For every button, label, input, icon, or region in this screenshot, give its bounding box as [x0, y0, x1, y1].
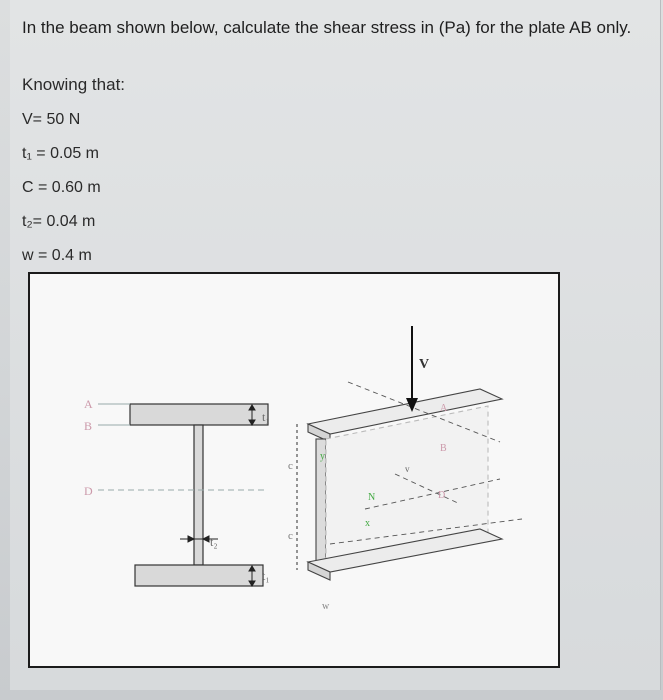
given-t1: t₁ = 0.05 m [22, 145, 99, 162]
label-a: A [84, 397, 93, 411]
given-c: C = 0.60 m [22, 179, 101, 196]
knowing-label: Knowing that: [22, 75, 126, 94]
label-d: D [84, 484, 93, 498]
beam-diagram [30, 274, 558, 666]
label-w: w [322, 601, 330, 612]
question-text: In the beam shown below, calculate the shear stress in (Pa) for the plate AB only. [22, 18, 632, 37]
isometric-beam [297, 389, 502, 580]
top-flange [130, 404, 268, 425]
label-c-top: c [288, 460, 293, 472]
iso-label-d: D [438, 490, 446, 501]
label-c-bottom: c [288, 530, 293, 542]
iso-label-v: v [405, 464, 410, 474]
i-beam-cross-section [130, 404, 268, 586]
beam-figure [28, 272, 560, 668]
given-t2: t₂= 0.04 m [22, 213, 96, 230]
bottom-flange [135, 565, 263, 586]
web [194, 425, 203, 565]
label-t1-top: t₁ [262, 410, 270, 424]
iso-label-a: A [440, 403, 448, 414]
given-w: w = 0.4 m [22, 247, 92, 264]
iso-label-b: B [440, 443, 447, 454]
iso-label-n: N [368, 492, 376, 503]
label-t2: t₂ [210, 535, 218, 549]
label-b: B [84, 419, 93, 433]
label-v: V [419, 357, 430, 372]
iso-label-x: x [365, 518, 370, 529]
shear-force-arrow [406, 326, 418, 412]
given-shear-force: V= 50 N [22, 111, 81, 128]
label-t1-bottom: t₁ [262, 569, 270, 583]
iso-label-y: y [320, 451, 325, 462]
